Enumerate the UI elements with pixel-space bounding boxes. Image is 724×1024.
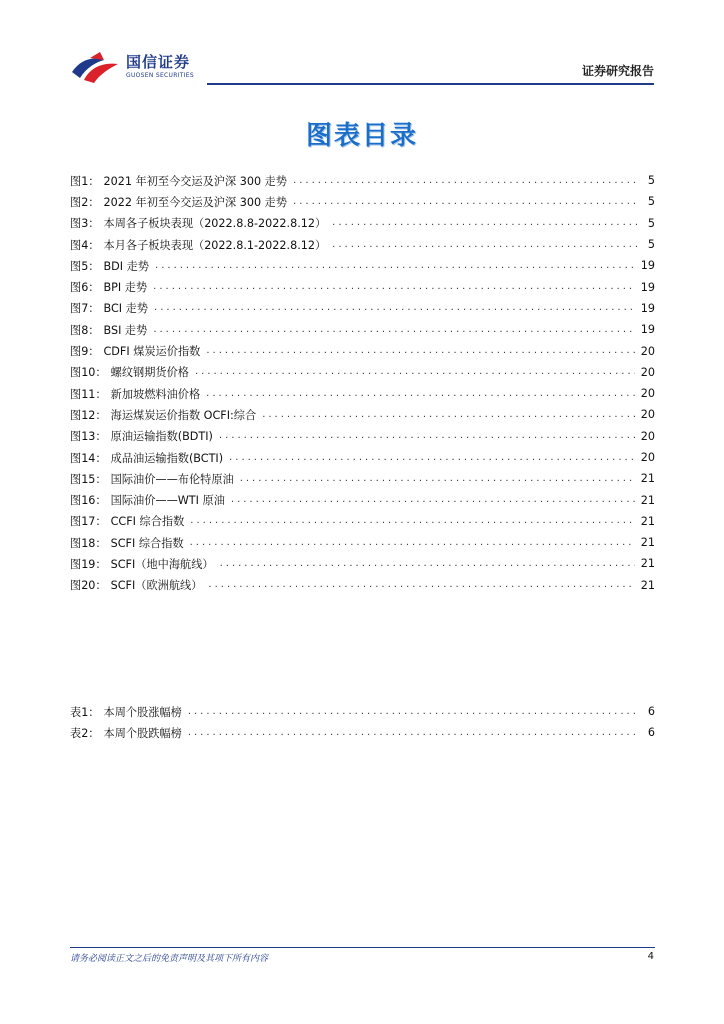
toc-entry-page: 20 [640, 451, 655, 464]
toc-leader-dots [231, 493, 635, 507]
toc-entry-page: 19 [640, 280, 655, 294]
figure-toc-entry[interactable] [70, 532, 655, 553]
toc-entry-title: SCFI 综合指数 [110, 536, 184, 550]
toc-entry-title: SCFI（地中海航线） [110, 557, 214, 571]
figure-toc-entry[interactable] [70, 298, 655, 319]
toc-entry-label: 图8： [70, 323, 100, 337]
toc-entry-page: 19 [640, 301, 655, 315]
toc-entry-page: 6 [647, 705, 655, 719]
toc-entry-label: 图5： [70, 259, 100, 273]
toc-leader-dots [262, 408, 635, 422]
toc-leader-dots [190, 514, 634, 528]
toc-entry-title: 原油运输指数(BDTI) [110, 430, 213, 444]
toc-entry-title: 螺纹钢期货价格 [110, 366, 189, 380]
toc-leader-dots [206, 387, 635, 401]
toc-leader-dots [208, 578, 634, 592]
toc-entry-page: 20 [640, 365, 655, 379]
toc-entry-label: 表1： [70, 705, 100, 719]
toc-entry-title: 国际油价——布伦特原油 [110, 472, 234, 486]
toc-entry-label: 图20： [70, 579, 107, 593]
toc-leader-dots [332, 216, 637, 230]
toc-entry-page: 21 [640, 472, 655, 486]
figure-toc-entry[interactable] [70, 426, 655, 447]
toc-entry-page: 19 [640, 323, 655, 337]
toc-entry-label: 图11： [70, 387, 107, 401]
toc-entry-page: 21 [640, 493, 655, 507]
toc-entry-title: SCFI（欧洲航线） [110, 579, 203, 593]
toc-entry-page: 19 [640, 259, 655, 273]
table-toc-entry[interactable] [70, 701, 655, 722]
toc-leader-dots [220, 557, 635, 571]
toc-entry-label: 图17： [70, 515, 107, 529]
toc-leader-dots [195, 365, 635, 379]
toc-entry-page: 20 [640, 408, 655, 422]
footer-divider [70, 947, 655, 948]
toc-entry-page: 5 [647, 238, 655, 252]
logo-company-name-en: GUOSEN SECURITIES [126, 72, 195, 79]
report-type-label: 证券研究报告 [581, 64, 654, 78]
table-list [70, 701, 655, 744]
toc-entry-title: 本周个股跌幅榜 [103, 726, 182, 740]
toc-entry-page: 21 [640, 557, 655, 571]
figure-toc-entry[interactable] [70, 213, 655, 234]
figure-toc-entry[interactable] [70, 340, 655, 361]
figure-toc-entry[interactable] [70, 447, 655, 468]
toc-entry-title: 本周个股涨幅榜 [103, 705, 182, 719]
toc-entry-page: 21 [640, 514, 655, 528]
figure-toc-entry[interactable] [70, 170, 655, 191]
toc-leader-dots [293, 174, 637, 188]
logo-company-name: 国信证券 [126, 53, 191, 71]
toc-entry-label: 图3： [70, 217, 100, 231]
toc-entry-title: BSI 走势 [103, 323, 148, 337]
figure-toc-entry[interactable] [70, 575, 655, 596]
figure-list [70, 170, 655, 596]
toc-entry-label: 图19： [70, 557, 107, 571]
toc-entry-title: BCI 走势 [103, 302, 149, 316]
table-toc-entry[interactable] [70, 722, 655, 743]
toc-entry-title: CCFI 综合指数 [110, 515, 185, 529]
toc-entry-label: 图2： [70, 195, 100, 209]
header-divider [207, 83, 654, 85]
toc-entry-label: 图4： [70, 238, 100, 252]
toc-entry-title: 成品油运输指数(BCTI) [110, 451, 224, 465]
toc-entry-title: 2021 年初至今交运及沪深 300 走势 [103, 174, 288, 188]
page-title: 图表目录 [305, 121, 418, 151]
figure-toc-entry[interactable] [70, 255, 655, 276]
toc-entry-title: BDI 走势 [103, 259, 150, 273]
toc-leader-dots [153, 323, 634, 337]
figure-toc-entry[interactable] [70, 468, 655, 489]
toc-entry-page: 21 [640, 536, 655, 550]
toc-entry-page: 20 [640, 387, 655, 401]
toc-entry-label: 图16： [70, 494, 107, 508]
figure-toc-entry[interactable] [70, 319, 655, 340]
toc-leader-dots [219, 429, 635, 443]
toc-entry-label: 图9： [70, 345, 100, 359]
toc-entry-label: 图1： [70, 174, 100, 188]
toc-entry-label: 图14： [70, 451, 107, 465]
toc-entry-title: 本月各子板块表现（2022.8.1-2022.8.12） [103, 238, 327, 252]
toc-entry-page: 5 [647, 174, 655, 188]
toc-entry-label: 表2： [70, 726, 100, 740]
figure-toc-entry[interactable] [70, 553, 655, 574]
toc-entry-page: 6 [647, 726, 655, 740]
toc-entry-title: CDFI 煤炭运价指数 [103, 345, 201, 359]
figure-toc-entry[interactable] [70, 276, 655, 297]
toc-entry-label: 图15： [70, 472, 107, 486]
toc-entry-page: 21 [640, 578, 655, 592]
toc-leader-dots [229, 451, 635, 465]
toc-entry-page: 20 [640, 344, 655, 358]
toc-entry-label: 图12： [70, 408, 107, 422]
toc-leader-dots [240, 472, 635, 486]
toc-leader-dots [154, 301, 635, 315]
toc-entry-title: 海运煤炭运价指数 OCFI:综合 [110, 408, 257, 422]
page-header [0, 0, 724, 90]
toc-entry-label: 图6： [70, 281, 100, 295]
toc-leader-dots [206, 344, 634, 358]
toc-entry-page: 20 [640, 429, 655, 443]
toc-leader-dots [188, 705, 637, 719]
toc-entry-title: 本周各子板块表现（2022.8.8-2022.8.12） [103, 217, 327, 231]
figure-toc-entry[interactable] [70, 362, 655, 383]
guosen-logo-icon [70, 50, 120, 84]
figure-toc-entry[interactable] [70, 404, 655, 425]
page-number: 4 [647, 951, 654, 962]
toc-entry-page: 5 [647, 195, 655, 209]
figure-toc-entry[interactable] [70, 511, 655, 532]
toc-entry-label: 图10： [70, 366, 107, 380]
toc-entry-label: 图13： [70, 430, 107, 444]
toc-entry-title: 国际油价——WTI 原油 [110, 494, 225, 508]
toc-leader-dots [153, 280, 635, 294]
toc-entry-label: 图7： [70, 302, 100, 316]
figure-toc-entry[interactable] [70, 191, 655, 212]
figure-toc-entry[interactable] [70, 383, 655, 404]
figure-toc-entry[interactable] [70, 234, 655, 255]
toc-entry-title: 2022 年初至今交运及沪深 300 走势 [103, 195, 288, 209]
toc-leader-dots [190, 536, 635, 550]
toc-leader-dots [332, 238, 637, 252]
toc-entry-title: BPI 走势 [103, 281, 148, 295]
toc-entry-label: 图18： [70, 536, 107, 550]
toc-leader-dots [293, 195, 637, 209]
toc-leader-dots [188, 726, 637, 740]
disclaimer-note: 请务必阅读正文之后的免责声明及其项下所有内容 [70, 954, 269, 964]
toc-entry-page: 5 [647, 216, 655, 230]
figure-toc-entry[interactable] [70, 489, 655, 510]
toc-entry-title: 新加坡燃料油价格 [110, 387, 201, 401]
toc-leader-dots [155, 259, 635, 273]
